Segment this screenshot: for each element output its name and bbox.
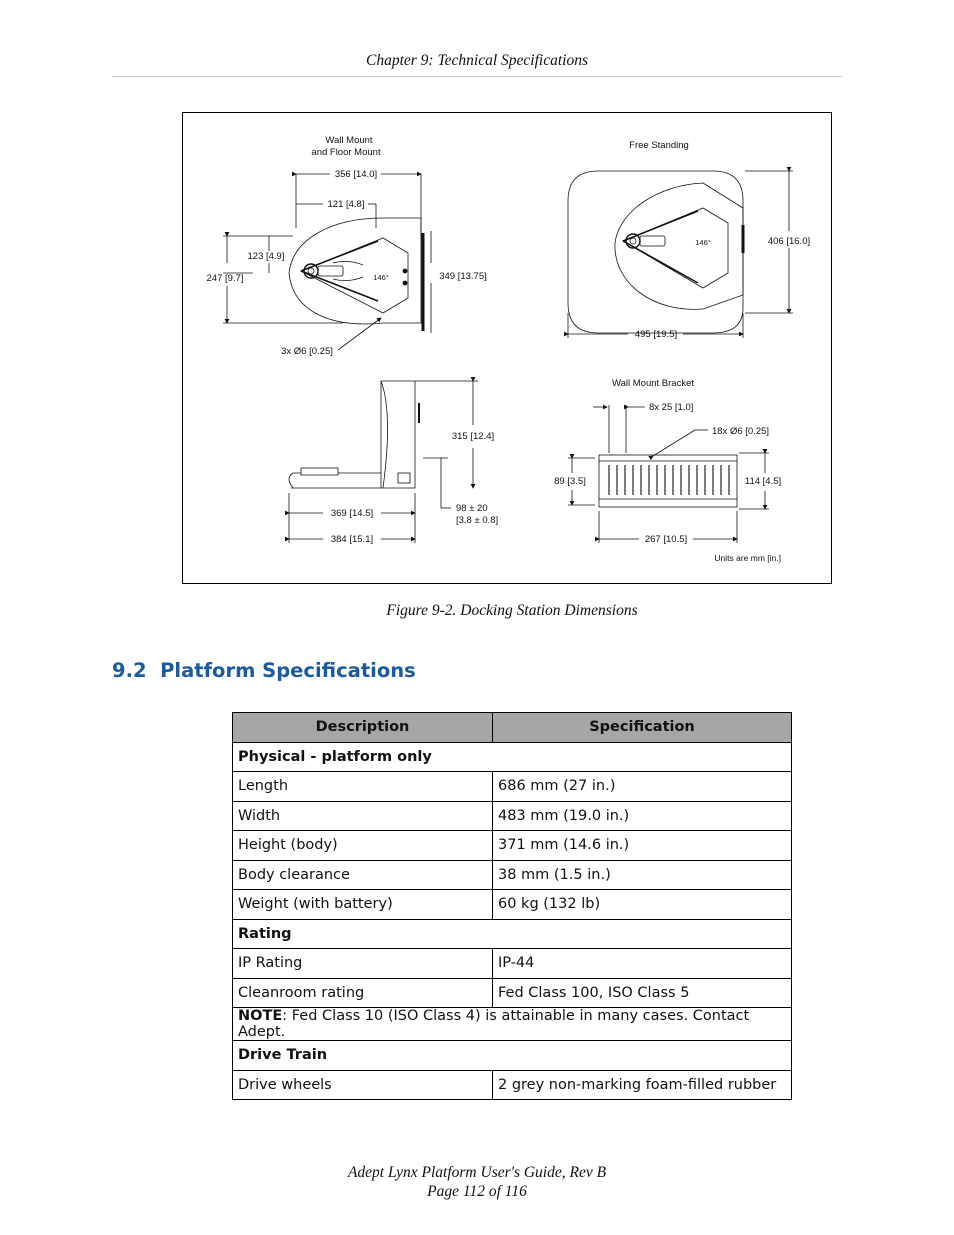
row-value: 2 grey non-marking foam-filled rubber — [493, 1070, 792, 1100]
dim-384: 384 [15.1] — [330, 534, 374, 545]
row-value: 483 mm (19.0 in.) — [493, 801, 792, 831]
row-label: Width — [233, 801, 493, 831]
footer-guide-title: Adept Lynx Platform User's Guide, Rev B — [347, 1164, 607, 1181]
group-row-physical — [233, 742, 792, 772]
row-value: 686 mm (27 in.) — [493, 772, 792, 802]
wall-mount-bracket — [599, 455, 737, 507]
row-value: IP-44 — [493, 949, 792, 979]
dim-123: 123 [4.9] — [247, 251, 285, 262]
row-value: 371 mm (14.6 in.) — [493, 831, 792, 861]
dimension-drawing — [183, 113, 831, 583]
note-text: : Fed Class 10 (ISO Class 4) is attainable in many cases. Contact Adept. — [238, 1008, 750, 1040]
dim-369: 369 [14.5] — [330, 508, 374, 519]
table-row — [233, 772, 792, 802]
docking-station-figure — [182, 112, 832, 584]
dim-98-line1: 98 ± 20 — [456, 503, 488, 514]
header-divider — [112, 76, 842, 77]
row-value: 60 kg (132 lb) — [493, 890, 792, 920]
row-label: IP Rating — [233, 949, 493, 979]
label-wall-mount-bracket: Wall Mount Bracket — [611, 378, 695, 389]
holes-3x: 3x Ø6 [0.25] — [281, 346, 333, 357]
dim-114: 114 [4.5] — [744, 476, 782, 487]
group-label: Physical - platform only — [233, 742, 792, 772]
label-wall-floor-title-1: Wall Mount — [325, 135, 373, 146]
table-row — [233, 831, 792, 861]
running-header: Chapter 9: Technical Specifications — [366, 52, 588, 69]
row-label: Drive wheels — [233, 1070, 493, 1100]
table-row — [233, 978, 792, 1008]
dim-247: 247 [9.7] — [206, 273, 244, 284]
label-free-standing: Free Standing — [629, 140, 689, 151]
row-value: Fed Class 100, ISO Class 5 — [493, 978, 792, 1008]
footer-page-number: Page 112 of 116 — [427, 1183, 527, 1200]
dim-406: 406 [16.0] — [767, 236, 811, 247]
section-heading: 9.2 Platform Specifications — [112, 659, 416, 682]
group-row-drive-train — [233, 1041, 792, 1071]
table-row — [233, 949, 792, 979]
figure-caption: Figure 9-2. Docking Station Dimensions — [386, 602, 638, 619]
group-label: Rating — [233, 919, 792, 949]
note-row — [233, 1008, 792, 1041]
row-label: Weight (with battery) — [233, 890, 493, 920]
row-value: 38 mm (1.5 in.) — [493, 860, 792, 890]
units-note: Units are mm [in.] — [714, 553, 781, 563]
table-row — [233, 1070, 792, 1100]
dim-495: 495 [19.5] — [634, 329, 678, 340]
table-header-row — [233, 713, 792, 743]
dim-349: 349 [13.75] — [439, 271, 487, 282]
slots-8x: 8x 25 [1.0] — [649, 402, 694, 413]
dim-315: 315 [12.4] — [451, 431, 495, 442]
holes-18x: 18x Ø6 [0.25] — [712, 426, 770, 437]
dim-89: 89 [3.5] — [554, 476, 586, 487]
dim-121: 121 [4.8] — [327, 199, 365, 210]
col-description-header: Description — [233, 713, 493, 743]
row-label: Length — [233, 772, 493, 802]
wall-mount-top-view — [289, 218, 423, 331]
group-label: Drive Train — [233, 1041, 792, 1071]
note-label: NOTE — [238, 1008, 283, 1024]
free-standing-top-view — [568, 171, 743, 333]
row-label: Cleanroom rating — [233, 978, 493, 1008]
angle-146-wall: 146° — [373, 273, 389, 282]
row-label: Height (body) — [233, 831, 493, 861]
angle-146-free: 146° — [695, 238, 711, 247]
platform-spec-table — [232, 712, 792, 1100]
table-row — [233, 860, 792, 890]
side-view — [289, 381, 419, 488]
dim-356: 356 [14.0] — [334, 169, 378, 180]
running-footer — [0, 1163, 954, 1201]
dim-98-line2: [3.8 ± 0.8] — [456, 515, 499, 526]
group-row-rating — [233, 919, 792, 949]
col-specification-header: Specification — [493, 713, 792, 743]
table-row — [233, 801, 792, 831]
note-cell — [233, 1008, 792, 1041]
dim-267: 267 [10.5] — [644, 534, 688, 545]
row-label: Body clearance — [233, 860, 493, 890]
label-wall-floor-title-2: and Floor Mount — [311, 147, 381, 158]
table-row — [233, 890, 792, 920]
